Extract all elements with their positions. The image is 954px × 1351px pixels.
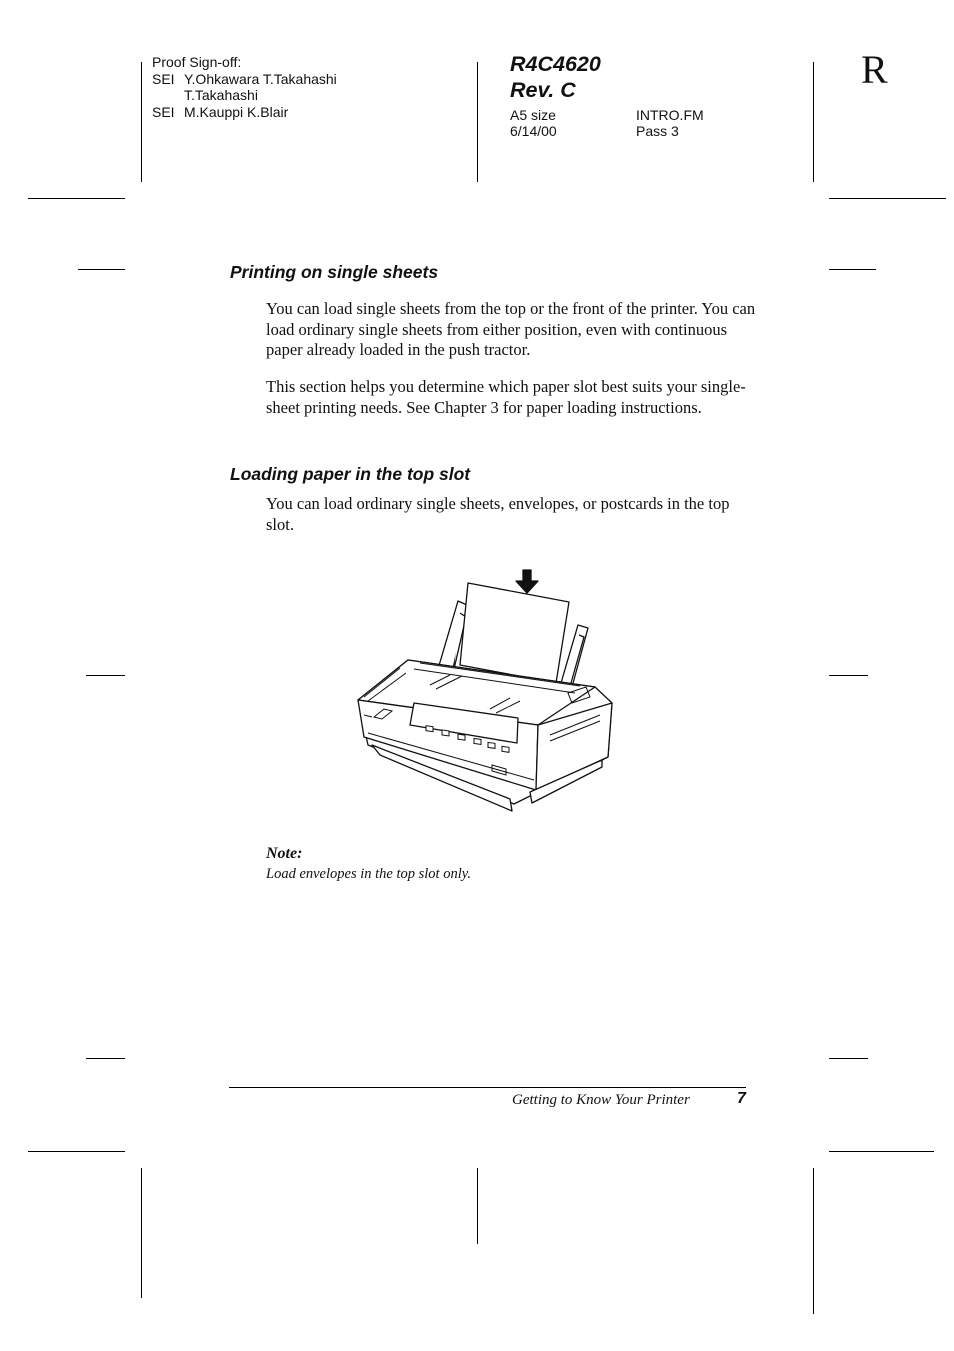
down-arrow-icon xyxy=(516,570,538,593)
revision: Rev. C xyxy=(510,78,576,102)
printer-illustration xyxy=(350,565,620,815)
crop-mark xyxy=(829,198,946,199)
pass: Pass 3 xyxy=(636,123,679,139)
signoff-org: SEI xyxy=(152,71,175,87)
corner-letter: R xyxy=(861,47,888,92)
footer-chapter-title: Getting to Know Your Printer xyxy=(512,1092,690,1108)
crop-mark xyxy=(829,269,876,270)
proof-signoff-label: Proof Sign-off: xyxy=(152,54,242,70)
signoff-names: Y.Ohkawara T.Takahashi xyxy=(184,71,337,87)
filename: INTRO.FM xyxy=(636,107,704,123)
document-code: R4C4620 xyxy=(510,52,601,76)
paper-size: A5 size xyxy=(510,107,556,123)
signoff-names: T.Takahashi xyxy=(184,87,258,103)
section-heading: Printing on single sheets xyxy=(230,262,439,282)
crop-mark xyxy=(86,1058,125,1059)
crop-mark xyxy=(477,1168,478,1244)
crop-mark xyxy=(28,198,125,199)
note-label: Note: xyxy=(266,845,303,862)
body-paragraph: You can load single sheets from the top or the front of the printer. You can load ordinary single sheets from either position, even with continuous paper already loaded in the push tractor. xyxy=(266,299,756,359)
crop-mark xyxy=(813,1168,814,1314)
crop-mark xyxy=(141,62,142,182)
crop-mark xyxy=(829,1151,934,1152)
signoff-org: SEI xyxy=(152,104,175,120)
crop-mark xyxy=(813,62,814,182)
crop-mark xyxy=(829,675,868,676)
crop-mark xyxy=(141,1168,142,1298)
date: 6/14/00 xyxy=(510,123,557,139)
crop-mark xyxy=(86,675,125,676)
signoff-names: M.Kauppi K.Blair xyxy=(184,104,289,120)
crop-mark xyxy=(829,1058,868,1059)
note-text: Load envelopes in the top slot only. xyxy=(266,866,471,882)
crop-mark xyxy=(78,269,125,270)
footer-rule xyxy=(229,1087,746,1088)
page-number: 7 xyxy=(737,1090,746,1107)
body-paragraph: This section helps you determine which paper slot best suits your single-sheet printing needs. See Chapter 3 for paper loading instructions. xyxy=(266,377,746,417)
section-heading: Loading paper in the top slot xyxy=(230,464,471,484)
body-paragraph: You can load ordinary single sheets, envelopes, or postcards in the top slot. xyxy=(266,494,730,534)
crop-mark xyxy=(28,1151,125,1152)
crop-mark xyxy=(477,62,478,182)
